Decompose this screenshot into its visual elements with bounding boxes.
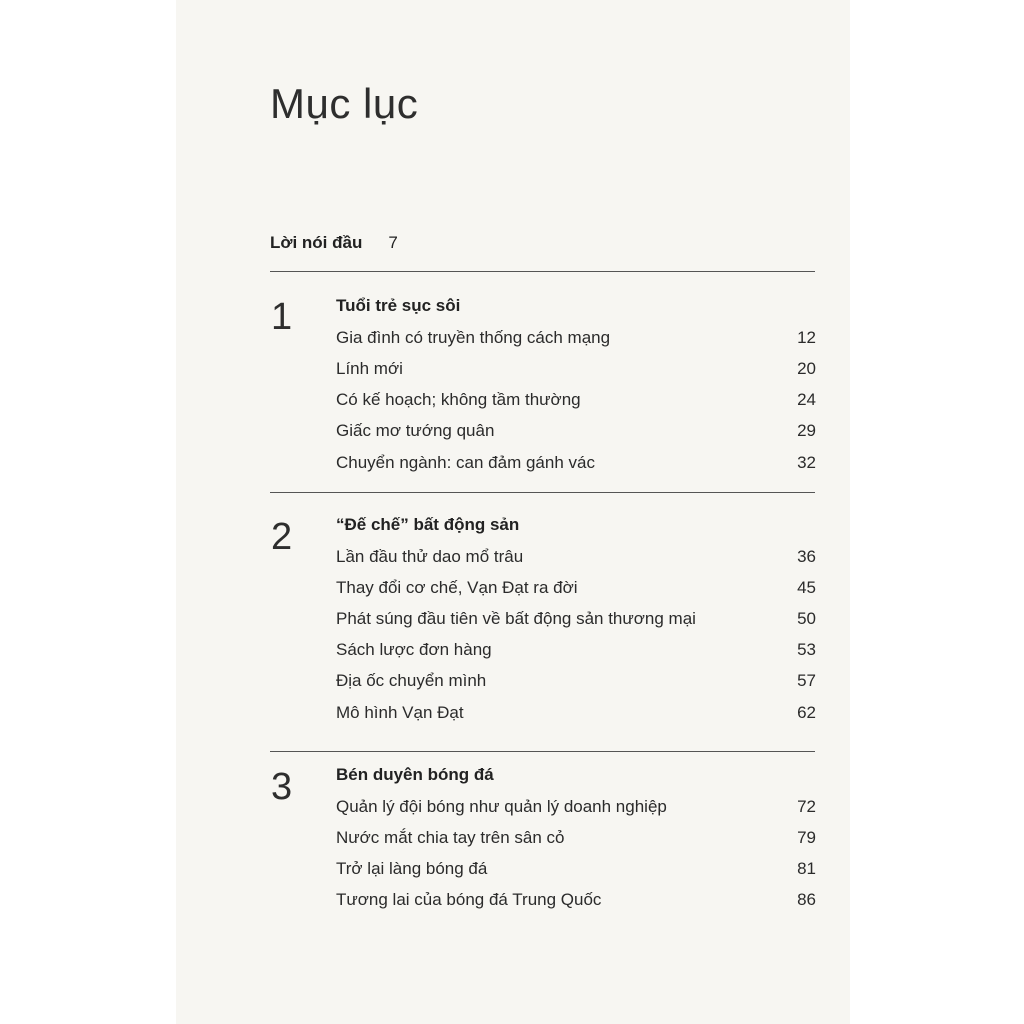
- toc-entry: [336, 577, 816, 599]
- page-title: Mục lục: [270, 80, 419, 127]
- entry-page: 24: [797, 390, 816, 409]
- entry-page: 53: [797, 640, 816, 659]
- entry-text: Lần đầu thử dao mổ trâu: [336, 547, 524, 566]
- entry-page: 72: [797, 797, 816, 816]
- entry-text: Thay đổi cơ chế, Vạn Đạt ra đời: [336, 578, 578, 597]
- entry-text: Sách lược đơn hàng: [336, 640, 492, 659]
- entry-page: 81: [797, 859, 816, 878]
- entry-text: Nước mắt chia tay trên sân cỏ: [336, 828, 565, 847]
- chapter-number: 1: [271, 296, 293, 338]
- toc-entry: [336, 827, 816, 849]
- toc-entry: [336, 858, 816, 880]
- divider: [270, 492, 815, 493]
- toc-entry: [336, 702, 816, 724]
- entry-text: Giấc mơ tướng quân: [336, 421, 495, 440]
- toc-entry: [336, 327, 816, 349]
- toc-entry: [336, 796, 816, 818]
- entry-text: Tương lai của bóng đá Trung Quốc: [336, 890, 602, 909]
- toc-entry: [336, 670, 816, 692]
- entry-page: 20: [797, 359, 816, 378]
- chapter-title: “Đế chế” bất động sản: [336, 515, 520, 534]
- entry-page: 12: [797, 328, 816, 347]
- entry-text: Mô hình Vạn Đạt: [336, 703, 464, 722]
- chapter-number: 2: [271, 516, 293, 558]
- toc-entry: [336, 389, 816, 411]
- toc-entry: [336, 546, 816, 568]
- toc-entry: [336, 452, 816, 474]
- preface-entry: [270, 233, 398, 253]
- entry-text: Có kế hoạch; không tầm thường: [336, 390, 581, 409]
- toc-entry: [336, 889, 816, 911]
- entry-text: Quản lý đội bóng như quản lý doanh nghiệp: [336, 797, 667, 816]
- entry-page: 29: [797, 421, 816, 440]
- entry-page: 36: [797, 547, 816, 566]
- entry-page: 79: [797, 828, 816, 847]
- preface-page: 7: [388, 233, 398, 252]
- toc-entry: [336, 639, 816, 661]
- entry-page: 32: [797, 453, 816, 472]
- entry-page: 50: [797, 609, 816, 628]
- entry-text: Địa ốc chuyển mình: [336, 671, 487, 690]
- entry-page: 57: [797, 671, 816, 690]
- entry-page: 62: [797, 703, 816, 722]
- divider: [270, 751, 815, 752]
- entry-text: Trở lại làng bóng đá: [336, 859, 488, 878]
- chapter-title: Bén duyên bóng đá: [336, 765, 494, 784]
- chapter-number: 3: [271, 766, 293, 808]
- entry-page: 86: [797, 890, 816, 909]
- entry-text: Gia đình có truyền thống cách mạng: [336, 328, 611, 347]
- entry-text: Lính mới: [336, 359, 403, 378]
- toc-entry: [336, 358, 816, 380]
- toc-entry: [336, 608, 816, 630]
- divider: [270, 271, 815, 272]
- toc-entry: [336, 420, 816, 442]
- entry-text: Phát súng đầu tiên về bất động sản thương mại: [336, 609, 696, 628]
- entry-text: Chuyển ngành: can đảm gánh vác: [336, 453, 595, 472]
- entry-page: 45: [797, 578, 816, 597]
- chapter-title: Tuổi trẻ sục sôi: [336, 296, 461, 315]
- preface-label: Lời nói đầu: [270, 233, 363, 252]
